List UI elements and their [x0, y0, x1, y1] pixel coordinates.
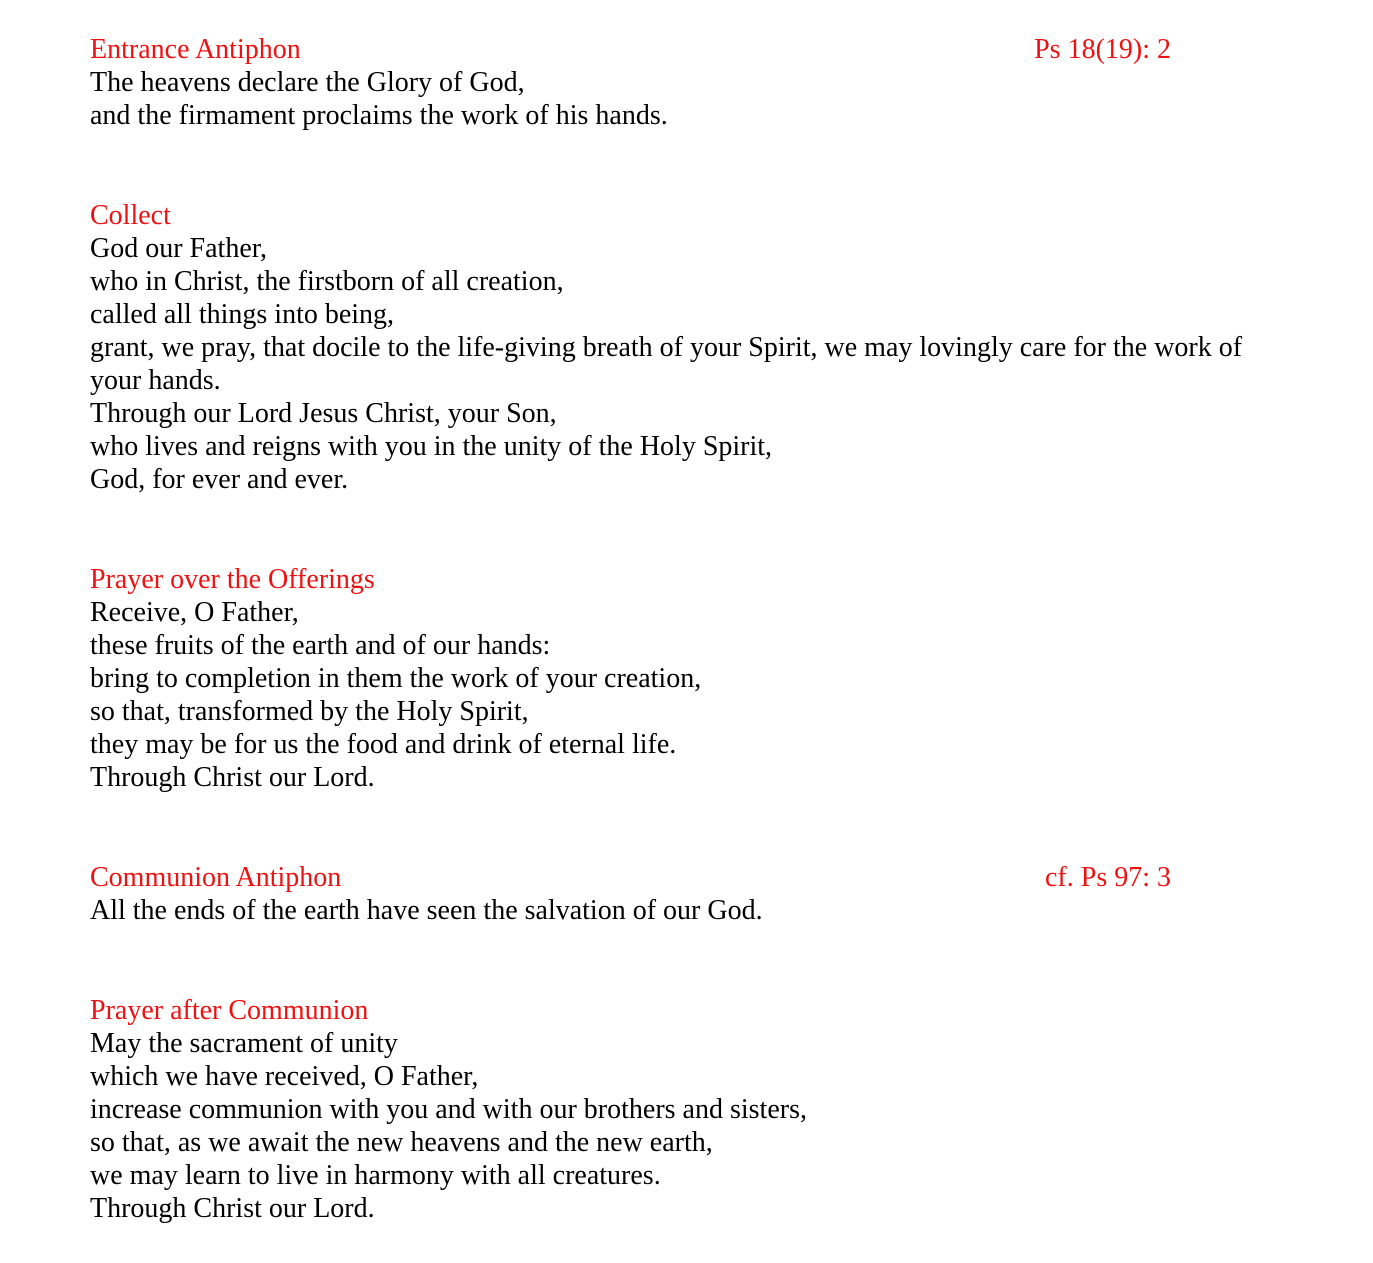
prayer-line: called all things into being, [90, 299, 395, 330]
section-heading: Prayer over the Offerings [90, 564, 375, 595]
prayer-line: God our Father, [90, 233, 267, 264]
section-heading-row [90, 33, 1286, 66]
prayer-section [90, 33, 1286, 132]
section-heading: Entrance Antiphon [90, 34, 301, 65]
prayer-section [90, 199, 1286, 496]
section-heading: Collect [90, 200, 171, 231]
prayer-line: which we have received, O Father, [90, 1061, 479, 1092]
prayer-line: May the sacrament of unity [90, 1028, 398, 1059]
prayer-section [90, 563, 1286, 794]
prayer-line: Receive, O Father, [90, 597, 299, 628]
prayer-line: grant, we pray, that docile to the life-giving breath of your Spirit, we may lovingly care for the work of [90, 332, 1243, 363]
prayer-line: All the ends of the earth have seen the salvation of our God. [90, 895, 763, 926]
section-body [90, 596, 1286, 794]
prayer-line: and the firmament proclaims the work of his hands. [90, 100, 668, 131]
prayer-line: so that, as we await the new heavens and the new earth, [90, 1127, 713, 1158]
prayer-line: God, for ever and ever. [90, 464, 349, 495]
section-body [90, 66, 1286, 132]
prayer-line: Through Christ our Lord. [90, 1193, 375, 1224]
section-heading-row [90, 563, 1286, 596]
psalm-reference: Ps 18(19): 2 [1034, 34, 1171, 65]
prayer-line: increase communion with you and with our brothers and sisters, [90, 1094, 807, 1125]
prayer-line: your hands. [90, 365, 221, 396]
section-heading: Prayer after Communion [90, 995, 369, 1026]
section-body [90, 894, 1286, 927]
prayer-line: Through our Lord Jesus Christ, your Son, [90, 398, 557, 429]
section-heading-row [90, 861, 1286, 894]
prayer-line: they may be for us the food and drink of eternal life. [90, 729, 677, 760]
prayer-line: who lives and reigns with you in the unity of the Holy Spirit, [90, 431, 773, 462]
prayer-line: who in Christ, the firstborn of all creation, [90, 266, 564, 297]
section-heading-row [90, 199, 1286, 232]
section-heading-row [90, 994, 1286, 1027]
prayer-line: so that, transformed by the Holy Spirit, [90, 696, 529, 727]
prayer-line: bring to completion in them the work of your creation, [90, 663, 702, 694]
prayer-line: The heavens declare the Glory of God, [90, 67, 525, 98]
section-heading: Communion Antiphon [90, 862, 342, 893]
prayer-section [90, 994, 1286, 1225]
prayer-line: we may learn to live in harmony with all creatures. [90, 1160, 661, 1191]
prayer-line: Through Christ our Lord. [90, 762, 375, 793]
prayer-line: these fruits of the earth and of our hands: [90, 630, 551, 661]
prayer-section [90, 861, 1286, 927]
psalm-reference: cf. Ps 97: 3 [1045, 862, 1171, 893]
section-body [90, 1027, 1286, 1225]
section-body [90, 232, 1286, 496]
